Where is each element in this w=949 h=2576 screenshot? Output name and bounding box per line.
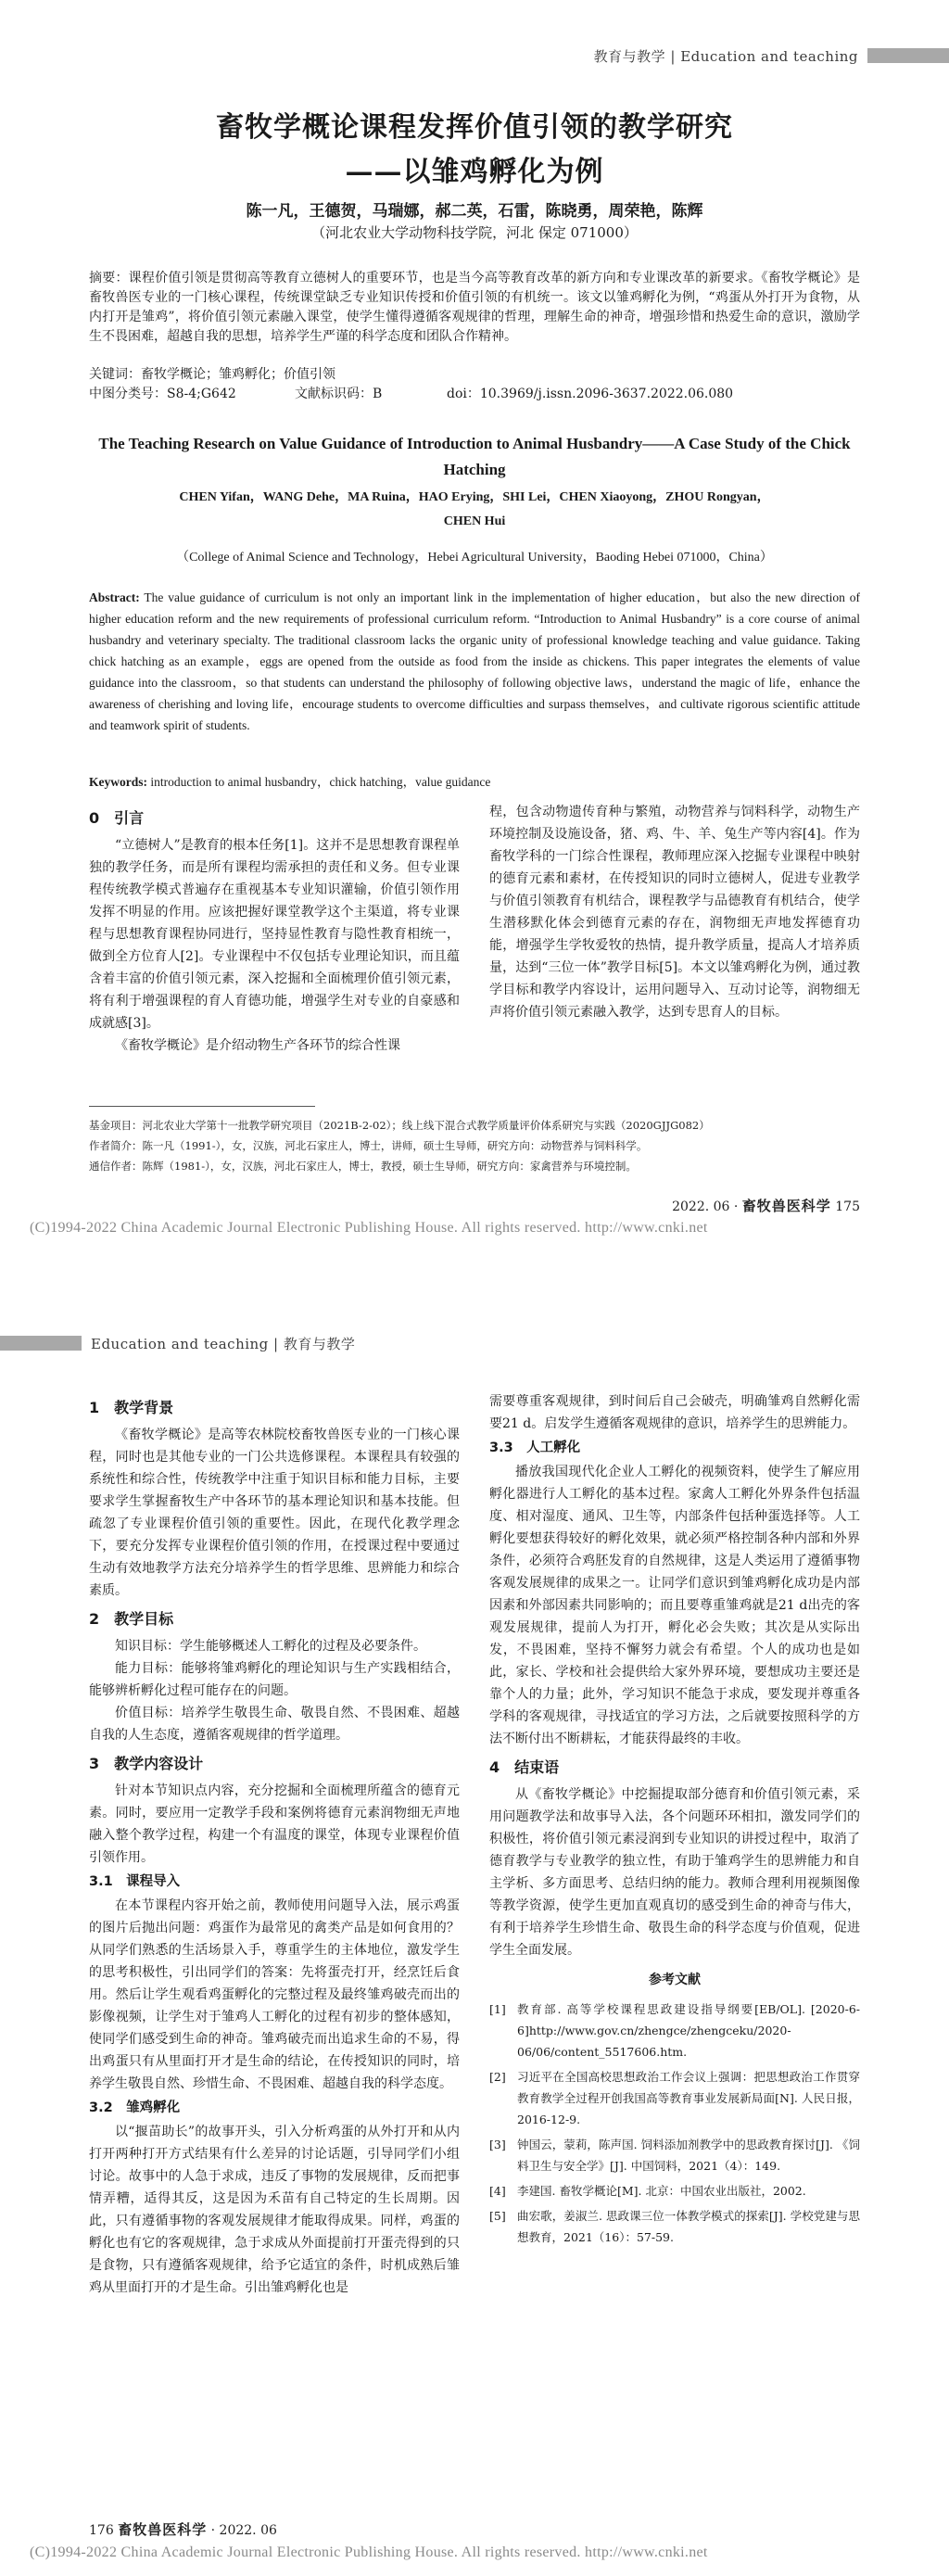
authors-en-line1: CHEN Yifan，WANG Dehe，MA Ruina，HAO Erying，SHI Lei，CHEN Xiaoyong，ZHOU Rongyan， — [179, 490, 770, 504]
reference-item — [489, 2066, 860, 2130]
page2-footer — [89, 2519, 277, 2539]
goal-knowledge: 知识目标：学生能够概述人工孵化的过程及必要条件。 — [115, 1639, 426, 1654]
section-3-3-heading: 3.3 人工孵化 — [489, 1440, 581, 1455]
keywords-en-body: introduction to animal husbandry，chick hatching，value guidance — [147, 775, 491, 789]
intro-paragraph-2: 《畜牧学概论》是介绍动物生产各环节的综合性课 — [115, 1038, 400, 1053]
keywords-en-label: Keywords: — [89, 775, 147, 789]
header-bar — [0, 1336, 82, 1351]
reference-text: 习近平在全国高校思想政治工作会议上强调：把思想政治工作贯穿教育教学全过程开创我国高等教育事业发展新局面[N]. 人民日报，2016-12-9. — [517, 2070, 860, 2126]
reference-text: 李建国. 畜牧学概论[M]. 北京：中国农业出版社，2002. — [517, 2184, 806, 2198]
page2-left-column — [89, 1390, 460, 2299]
section-1-heading: 1 教学背景 — [89, 1399, 174, 1416]
intro-paragraph-continued: 程，包含动物遗传育种与繁殖，动物营养与饲料科学，动物生产环境控制及设施设备，猪、鸡、牛、羊、兔生产等内容[4]。作为畜牧学科的一门综合性课程，教师理应深入挖掘专业课程中映射的德育元素和素材，在传授知识的同时立德树人，促进专业教学与价值引领教育有机结合，课程教学与品德教育有机结合，使学生潜移默化体会到德育元素的存在，润物细无声地发挥德育功能，增强学生学牧爱牧的热情，提升教学质量，提高人才培养质量，达到“三位一体”教学目标[5]。本文以雏鸡孵化为例，通过教学目标和教学内容设计，运用问题导入、互动讨论等，润物细无声将价值引领元素融入教学，达到专思育人的目标。 — [489, 805, 860, 1020]
footer-journal: 畜牧兽医科学 — [741, 1198, 831, 1214]
section-3-1-paragraph: 在本节课程内容开始之前，教师使用问题导入法，展示鸡蛋的图片后抛出问题：鸡蛋作为最常见的禽类产品是如何食用的？从同学们熟悉的生活场景入手，尊重学生的主体地位，激发学生的思考积极性，引出同学们的答案：先将蛋壳打开，经烹饪后食用。然后让学生观看鸡蛋孵化的完整过程及最终雏鸡破壳而出的影像视频，让学生对于雏鸡人工孵化的过程有初步的整体感知，使同学们感受到生命的神奇。雏鸡破壳而出追求生命的不易，得出鸡蛋只有从里面打开才是生命的结论，在传授知识的同时，培养学生敬畏自然、珍惜生命、不畏困难、超越自我的科学态度。 — [89, 1898, 460, 2091]
running-header-text: Education and teaching | 教育与教学 — [91, 1335, 356, 1352]
section-4-paragraph: 从《畜牧学概论》中挖掘提取部分德育和价值引领元素，采用问题教学法和故事导入法，各个问题环环相扣，激发同学们的积极性，将价值引领元素浸润到专业知识的讲授过程中，取消了德育教学与专业教学的独立性，有助于雏鸡学生的思辨能力和自主学析、多方面思考、总结归纳的能力。教师合理利用视频图像等教学资源，使学生更加直观真切的感受到生命的神奇与伟大，有利于培养学生珍惜生命、敬畏生命的科学态度与价值观，促进学生全面发展。 — [489, 1787, 860, 1958]
reference-item — [489, 2134, 860, 2176]
reference-number: [3] — [489, 2138, 506, 2151]
page1-left-column — [89, 801, 460, 1057]
section-4-heading: 4 结束语 — [489, 1758, 560, 1776]
page2-right-column — [489, 1390, 860, 2252]
copyright-watermark: (C)1994-2022 China Academic Journal Electronic Publishing House. All rights reserved. http://www.cnki.net — [30, 1220, 708, 1236]
keywords-en — [89, 771, 860, 793]
reference-number: [4] — [489, 2184, 506, 2198]
section-3-1-heading: 3.1 课程导入 — [89, 1874, 181, 1889]
references-list — [489, 1999, 860, 2248]
page2-running-header — [0, 1334, 355, 1352]
section-3-2-paragraph: 以“揠苗助长”的故事开头，引入分析鸡蛋的从外打开和从内打开两种打开方式结果有什么差异的讨论话题，引导同学们小组讨论。故事中的人急于求成，违反了事物的发展规律，反而把事情弄糟，适得其反，这是因为禾苗有自己特定的生长周期。因此，只有遵循事物的客观发展规律才能取得成果。同样，鸡蛋的孵化也有它的客观规律，急于求成从外面提前打开蛋壳得到的只是食物，只有遵循客观规律，给予它适宜的条件，时机成熟后雏鸡从里面打开的才是生命。引出雏鸡孵化也是 — [89, 2125, 460, 2295]
running-header-text: 教育与教学 | Education and teaching — [593, 47, 858, 65]
authors-cn: 陈一凡，王德贺，马瑞娜，郝二英，石雷，陈晓勇，周荣艳，陈辉 — [246, 202, 703, 221]
document-code: 文献标识码：B — [295, 387, 383, 401]
reference-number: [5] — [489, 2209, 506, 2223]
clc-number: 中图分类号：S8-4;G642 — [89, 387, 236, 401]
section-3-3-paragraph: 播放我国现代化企业人工孵化的视频资料，使学生了解应用孵化器进行人工孵化的基本过程。家禽人工孵化外界条件包括温度、相对湿度、通风、卫生等，内部条件包括种蛋选择等。人工孵化要想获得较好的孵化效果，就必须严格控制各种内部和外界条件，必须符合鸡胚发育的自然规律，这是人类运用了遵循事物客观发展规律的成果之一。让同学们意识到雏鸡孵化成功是内部因素和外部因素共同影响的；而且要尊重雏鸡就是21 d出壳的客观发展规律，提前人为打开，孵化必会失败；其次是从实际出发，不畏困难，坚持不懈努力就会有希望。个人的成功也是如此，家长、学校和社会提供给大家外界环境，要想成功主要还是靠个人的力量；此外，学习知识不能急于求成，要发现并尊重各学科的客观规律，寻找适宜的学习方法，之后就要按照科学的方法不断付出不断耕耘，才能获得最终的丰收。 — [489, 1465, 860, 1746]
intro-paragraph-1: “立德树人”是教育的根本任务[1]。这并不是思想教育课程单独的教学任务，而是所有课程均需承担的责任和义务。但专业课程传统教学模式普遍存在重视基本专业知识灌输，价值引领作用发挥不明显的作用。应该把握好课堂教学这个主渠道，将专业课程与思想教育课程协同进行，坚持显性教育与隐性教育相统一，做到全方位育人[2]。专业课程中不仅包括专业理论知识，而且蕴含着丰富的价值引领元素，深入挖掘和全面梳理价值引领元素，将有利于增强课程的育人育德功能，增强学生对专业的自豪感和成就感[3]。 — [89, 838, 460, 1031]
abstract-en-label: Abstract: — [89, 590, 140, 604]
reference-item — [489, 2180, 860, 2202]
paper-subtitle: ——以雏鸡孵化为例 — [345, 156, 604, 188]
affiliation-cn: （河北农业大学动物科技学院，河北 保定 071000） — [311, 224, 638, 241]
page1-running-header — [594, 46, 949, 65]
reference-text: 曲宏歌，姜淑兰. 思政课三位一体教学模式的探索[J]. 学校党建与思想教育，2021（16）：57-59. — [517, 2209, 860, 2244]
footer-issue: 2022. 06 · — [672, 1199, 739, 1214]
footer-page-number: 175 — [835, 1199, 860, 1214]
footnote-rule — [89, 1106, 315, 1107]
section-2-heading: 2 教学目标 — [89, 1610, 174, 1628]
page1-footer — [672, 1196, 860, 1215]
section-1-paragraph: 《畜牧学概论》是高等农林院校畜牧兽医专业的一门核心课程，同时也是其他专业的一门公共选修课程。本课程具有较强的系统性和综合性，传统教学中注重于知识目标和能力目标，主要要求学生掌握畜牧生产中各环节的基本理论知识和基本技能。但疏忽了专业课程价值引领的重要性。因此，在现代化教学理念下，要充分发挥专业课程价值引领的作用，在授课过程中要通过生动有效地教学方法充分培养学生的哲学思维、思辨能力和综合素质。 — [89, 1428, 460, 1598]
abstract-en — [89, 587, 860, 736]
reference-text: 教育部. 高等学校课程思政建设指导纲要[EB/OL]. [2020-6-6]http://www.gov.cn/zhengce/zhengceku/2020-06/06/content_5517606.htm. — [517, 2002, 860, 2059]
keywords-cn: 关键词：畜牧学概论；雏鸡孵化；价值引领 — [89, 367, 335, 382]
header-bar — [867, 48, 949, 63]
paper-title: 畜牧学概论课程发挥价值引领的教学研究 — [216, 111, 733, 144]
abstract-cn: 摘要：课程价值引领是贯彻高等教育立德树人的重要环节，也是当今高等教育改革的新方向和专业课改革的新要求。《畜牧学概论》是畜牧兽医专业的一门核心课程，传统课堂缺乏专业知识传授和价值引领的有机统一。该文以雏鸡孵化为例，“鸡蛋从外打开为食物，从内打开是雏鸡”，将价值引领元素融入课堂，使学生懂得遵循客观规律的哲理，理解生命的神奇，增强珍惜和热爱生命的意识，激励学生不畏困难，超越自我的思想，培养学生严谨的科学态度和团队合作精神。 — [89, 271, 860, 344]
authors-en — [89, 486, 860, 534]
title-en: The Teaching Research on Value Guidance of Introduction to Animal Husbandry——A Case Study of the Chick Hatching — [98, 435, 851, 478]
section-3-2-continued: 需要尊重客观规律，到时间后自己会破壳，明确雏鸡自然孵化需要21 d。启发学生遵循客观规律的意识，培养学生的思辨能力。 — [489, 1394, 860, 1431]
reference-text: 钟国云，蒙莉，陈声国. 饲料添加剂教学中的思政教育探讨[J]. 《饲料卫生与安全学》[J]. 中国饲料，2021（4）：149. — [517, 2138, 860, 2173]
reference-item — [489, 1999, 860, 2062]
footnote-corresponding: 通信作者：陈辉（1981-），女，汉族，河北石家庄人，博士，教授，硕士生导师，研究方向：家禽营养与环境控制。 — [89, 1160, 637, 1173]
abstract-en-body: The value guidance of curriculum is not only an important link in the implementation of higher education，but also the new direction of higher education reform and the new requirements of professional curriculum reform. “Introduction to Animal Husbandry” is a core course of animal husbandry and veterinary specialty. The traditional classroom lacks the organic unity of professional knowledge teaching and value guidance. Taking chick hatching as an example，eggs are opened from the outside as food from the inside as chickens. This paper integrates the elements of value guidance into the classroom，so that students can understand the philosophy of following objective laws，understand the magic of life，enhance the awareness of cherishing and loving life，encourage students to overcome difficulties and surpass themselves，and cultivate rigorous scientific attitude and teamwork spirit of students. — [89, 590, 860, 732]
references-heading: 参考文献 — [649, 1973, 701, 1987]
doi: doi：10.3969/j.issn.2096-3637.2022.06.080 — [447, 387, 734, 401]
copyright-watermark: (C)1994-2022 China Academic Journal Electronic Publishing House. All rights reserved. http://www.cnki.net — [30, 2544, 708, 2560]
section-3-paragraph: 针对本节知识点内容，充分挖掘和全面梳理所蕴含的德育元素。同时，要应用一定教学手段和案例将德育元素润物细无声地融入整个教学过程，构建一个有温度的课堂，体现专业课程价值引领作用。 — [89, 1783, 460, 1865]
reference-number: [2] — [489, 2070, 506, 2084]
footnote-author: 作者简介：陈一凡（1991-），女，汉族，河北石家庄人，博士，讲师，硕士生导师，研究方向：动物营养与饲料科学。 — [89, 1139, 648, 1152]
goal-ability: 能力目标：能够将雏鸡孵化的理论知识与生产实践相结合，能够辨析孵化过程可能存在的问题。 — [89, 1661, 460, 1698]
affiliation-en: （College of Animal Science and Technology，Hebei Agricultural University，Baoding Hebei 071000，China） — [176, 551, 773, 565]
section-0-heading: 0 引言 — [89, 809, 145, 827]
section-3-heading: 3 教学内容设计 — [89, 1755, 204, 1772]
footer-issue: · 2022. 06 — [210, 2523, 277, 2538]
page1-right-column — [489, 801, 860, 1023]
reference-number: [1] — [489, 2002, 506, 2016]
footnote-funding: 基金项目：河北农业大学第十一批教学研究项目（2021B-2-02）；线上线下混合式教学质量评价体系研究与实践（2020GJJG082） — [89, 1119, 710, 1132]
reference-item — [489, 2205, 860, 2248]
authors-en-line2: CHEN Hui — [443, 514, 506, 528]
footer-page-number: 176 — [89, 2523, 114, 2538]
goal-value: 价值目标：培养学生敬畏生命、敬畏自然、不畏困难、超越自我的人生态度，遵循客观规律的哲学道理。 — [89, 1706, 460, 1743]
section-3-2-heading: 3.2 雏鸡孵化 — [89, 2100, 181, 2115]
footer-journal: 畜牧兽医科学 — [118, 2521, 208, 2538]
